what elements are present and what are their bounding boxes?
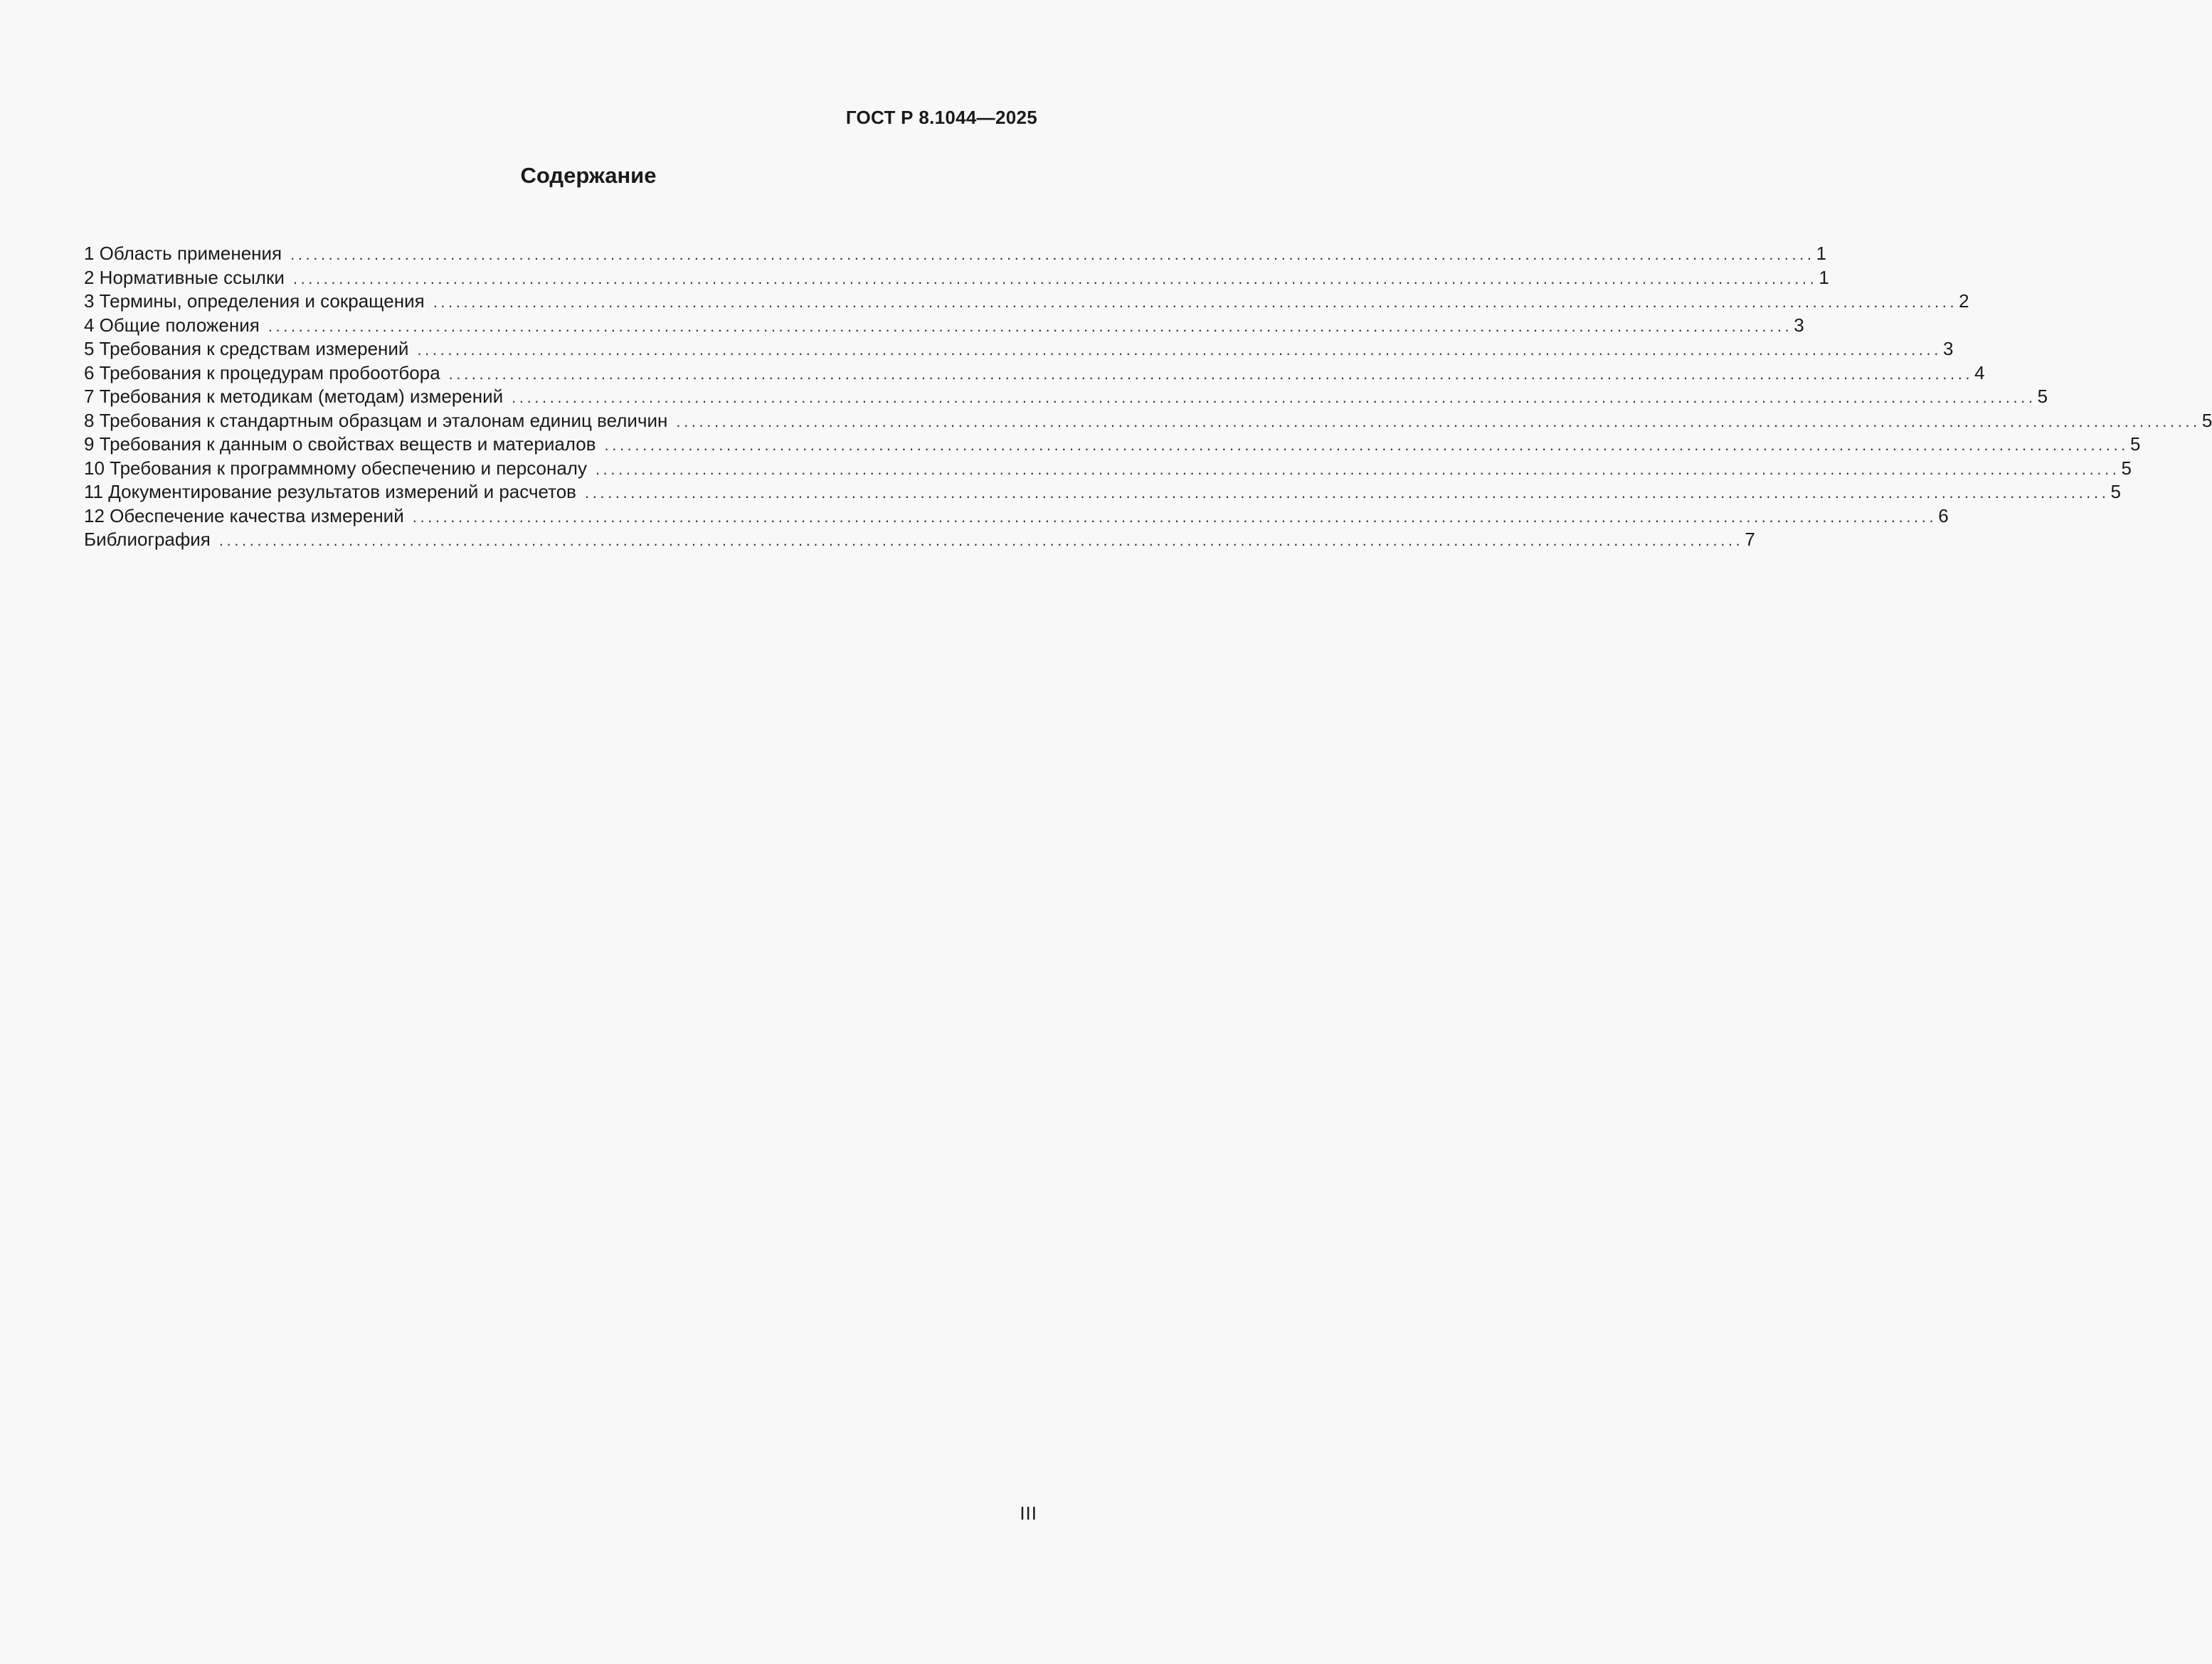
toc-entry-page: 2 bbox=[1959, 290, 1969, 312]
toc-entry-label: 8 Требования к стандартным образцам и эталонам единиц величин bbox=[84, 409, 668, 431]
toc-leader-dots: ........................................................................................................................................................................................................ bbox=[512, 388, 2036, 406]
toc-entry-label: 3 Термины, определения и сокращения bbox=[84, 290, 425, 312]
toc-entry[interactable] bbox=[84, 457, 2132, 481]
toc-entry-label: 7 Требования к методикам (методам) измерений bbox=[84, 386, 504, 407]
toc-entry[interactable] bbox=[84, 266, 1829, 290]
toc-entry[interactable] bbox=[84, 361, 1985, 386]
toc-leader-dots: ........................................................................................................................................................................................................ bbox=[218, 531, 1744, 549]
toc-leader-dots: ........................................................................................................................................................................................................ bbox=[584, 484, 2110, 502]
toc-leader-dots: ........................................................................................................................................................................................................ bbox=[448, 364, 1974, 383]
toc-entry[interactable] bbox=[84, 314, 1804, 338]
toc-entry-label: 1 Область применения bbox=[84, 243, 282, 264]
toc-entry-page: 1 bbox=[1819, 266, 1829, 288]
toc-entry-page: 5 bbox=[2121, 457, 2132, 479]
toc-entry-label: 6 Требования к процедурам пробоотбора bbox=[84, 361, 440, 383]
toc-entry[interactable] bbox=[84, 480, 2121, 504]
toc-entry-page: 3 bbox=[1942, 338, 1954, 359]
document-code: ГОСТ Р 8.1044—2025 bbox=[845, 107, 1037, 128]
toc-entry[interactable] bbox=[84, 337, 1954, 361]
toc-leader-dots: ........................................................................................................................................................................................................ bbox=[268, 317, 1793, 335]
toc-entry[interactable] bbox=[84, 385, 2048, 409]
toc-title: Содержание bbox=[520, 163, 657, 188]
toc-leader-dots: ........................................................................................................................................................................................................ bbox=[433, 293, 1958, 311]
toc-leader-dots: ........................................................................................................................................................................................................ bbox=[595, 460, 2120, 478]
toc-entry-label: Библиография bbox=[84, 529, 211, 550]
toc-entry-page: 5 bbox=[2110, 481, 2121, 502]
toc-entry-label: 11 Документирование результатов измерений и расчетов bbox=[84, 481, 576, 502]
toc-entry[interactable] bbox=[84, 528, 1755, 552]
toc-entry[interactable] bbox=[84, 409, 2212, 433]
toc-entry-page: 1 bbox=[1816, 243, 1827, 264]
table-of-contents bbox=[84, 242, 2212, 552]
toc-leader-dots: ........................................................................................................................................................................................................ bbox=[290, 245, 1815, 263]
toc-entry-page: 7 bbox=[1745, 529, 1755, 550]
toc-entry-page: 5 bbox=[2130, 433, 2141, 455]
toc-leader-dots: ........................................................................................................................................................................................................ bbox=[676, 412, 2201, 430]
toc-leader-dots: ........................................................................................................................................................................................................ bbox=[412, 507, 1937, 526]
toc-entry-label: 9 Требования к данным о свойствах веществ и материалов bbox=[84, 433, 596, 455]
toc-leader-dots: ........................................................................................................................................................................................................ bbox=[292, 269, 1818, 287]
toc-entry-page: 5 bbox=[2201, 409, 2212, 431]
toc-entry[interactable] bbox=[84, 242, 1827, 266]
toc-entry-page: 6 bbox=[1938, 504, 1949, 526]
toc-leader-dots: ........................................................................................................................................................................................................ bbox=[417, 341, 1942, 359]
toc-entry-page: 3 bbox=[1794, 314, 1804, 336]
toc-entry-page: 4 bbox=[1974, 361, 1985, 383]
page-number: III bbox=[1020, 1503, 1037, 1524]
toc-entry-label: 4 Общие положения bbox=[84, 314, 260, 336]
toc-entry[interactable] bbox=[84, 433, 2141, 457]
toc-entry-label: 2 Нормативные ссылки bbox=[84, 266, 285, 288]
toc-entry[interactable] bbox=[84, 504, 1949, 529]
toc-entry-label: 10 Требования к программному обеспечению и персоналу bbox=[84, 457, 587, 479]
toc-entry-label: 12 Обеспечение качества измерений bbox=[84, 504, 404, 526]
toc-leader-dots: ........................................................................................................................................................................................................ bbox=[604, 436, 2129, 454]
toc-entry-label: 5 Требования к средствам измерений bbox=[84, 338, 409, 359]
toc-entry-page: 5 bbox=[2037, 386, 2048, 407]
toc-entry[interactable] bbox=[84, 290, 1969, 314]
